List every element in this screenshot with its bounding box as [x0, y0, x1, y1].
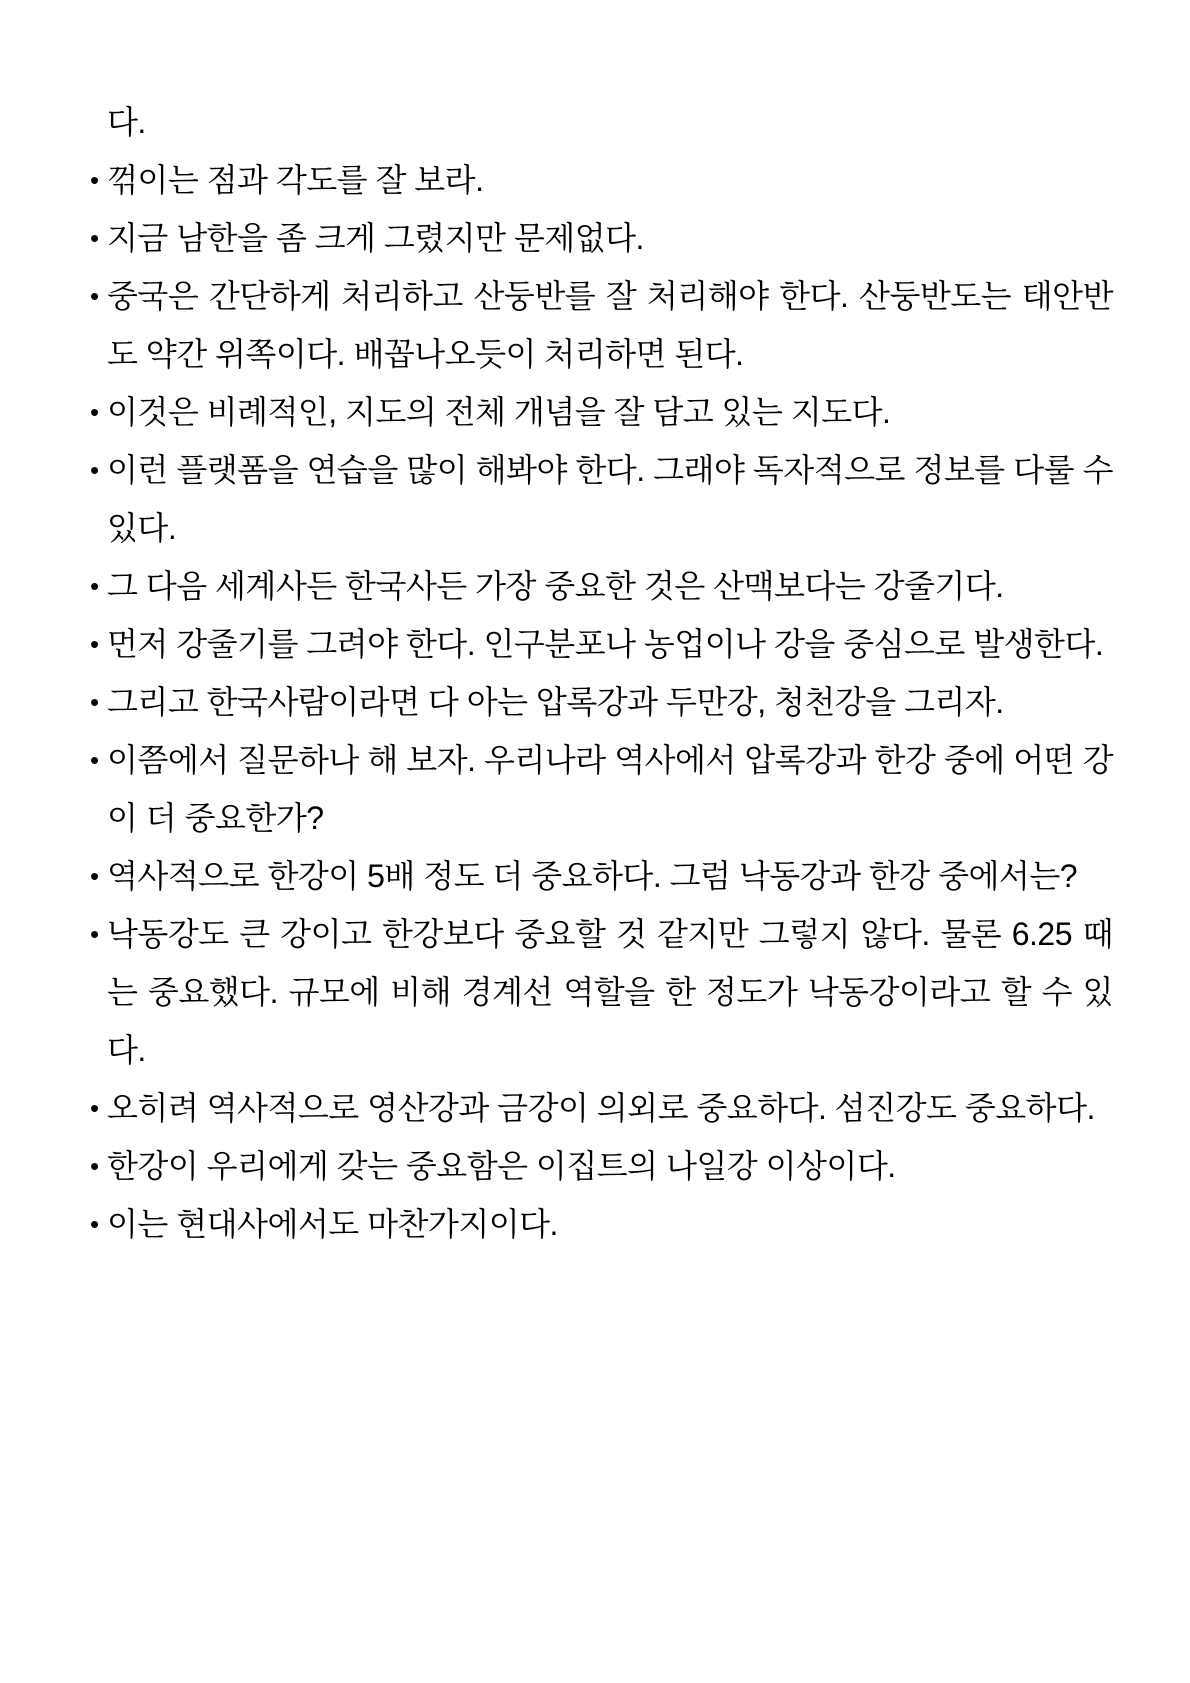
bullet-icon: •: [90, 455, 99, 485]
bullet-icon: •: [90, 1209, 99, 1239]
list-item: [90, 1079, 1113, 1137]
list-item: [90, 905, 1113, 1079]
bullet-text: 이런 플랫폼을 연습을 많이 해봐야 한다. 그래야 독자적으로 정보를 다룰 수 있다.: [107, 452, 1113, 546]
list-item: [90, 557, 1113, 615]
bullet-icon: •: [90, 281, 99, 311]
bullet-icon: •: [90, 223, 99, 253]
bullet-icon: •: [90, 629, 99, 659]
notes-text-block: [90, 93, 1113, 1253]
bullet-icon: •: [90, 687, 99, 717]
list-item: [90, 1195, 1113, 1253]
bullet-text: 이는 현대사에서도 마찬가지이다.: [107, 1206, 558, 1242]
bullet-icon: •: [90, 1151, 99, 1181]
bullet-text: 한강이 우리에게 갖는 중요함은 이집트의 나일강 이상이다.: [107, 1148, 896, 1184]
bullet-text: 낙동강도 큰 강이고 한강보다 중요할 것 같지만 그렇지 않다. 물론 6.25 때는 중요했다. 규모에 비해 경계선 역할을 한 정도가 낙동강이라고 할 수 있다.: [107, 916, 1113, 1068]
bullet-icon: •: [90, 165, 99, 195]
bullet-text: 그리고 한국사람이라면 다 아는 압록강과 두만강, 청천강을 그리자.: [107, 684, 1004, 720]
bullet-text: 역사적으로 한강이 5배 정도 더 중요하다. 그럼 낙동강과 한강 중에서는?: [107, 858, 1078, 894]
bullet-text: 이쯤에서 질문하나 해 보자. 우리나라 역사에서 압록강과 한강 중에 어떤 강이 더 중요한가?: [107, 742, 1113, 836]
bullet-text: 오히려 역사적으로 영산강과 금강이 의외로 중요하다. 섬진강도 중요하다.: [107, 1090, 1095, 1126]
bullet-icon: •: [90, 919, 99, 949]
list-item: [90, 151, 1113, 209]
bullet-text: 그 다음 세계사든 한국사든 가장 중요한 것은 산맥보다는 강줄기다.: [107, 568, 1004, 604]
notes-list: [90, 151, 1113, 1253]
bullet-text: 이것은 비례적인, 지도의 전체 개념을 잘 담고 있는 지도다.: [107, 394, 891, 430]
list-item: [90, 847, 1113, 905]
bullet-icon: •: [90, 745, 99, 775]
list-item: [90, 1137, 1113, 1195]
list-item: [90, 209, 1113, 267]
continuation-line: 다.: [107, 104, 146, 140]
bullet-icon: •: [90, 397, 99, 427]
list-item: [90, 615, 1113, 673]
list-item: [90, 441, 1113, 557]
bullet-text: 지금 남한을 좀 크게 그렸지만 문제없다.: [107, 220, 644, 256]
list-item: [90, 267, 1113, 383]
bullet-text: 먼저 강줄기를 그려야 한다. 인구분포나 농업이나 강을 중심으로 발생한다.: [107, 626, 1104, 662]
bullet-icon: •: [90, 861, 99, 891]
bullet-icon: •: [90, 571, 99, 601]
list-item: [90, 673, 1113, 731]
bullet-text: 꺾이는 점과 각도를 잘 보라.: [107, 162, 484, 198]
list-item: [90, 731, 1113, 847]
bullet-icon: •: [90, 1093, 99, 1123]
list-item: [90, 383, 1113, 441]
bullet-text: 중국은 간단하게 처리하고 산둥반를 잘 처리해야 한다. 산둥반도는 태안반도 약간 위쪽이다. 배꼽나오듯이 처리하면 된다.: [107, 278, 1113, 372]
